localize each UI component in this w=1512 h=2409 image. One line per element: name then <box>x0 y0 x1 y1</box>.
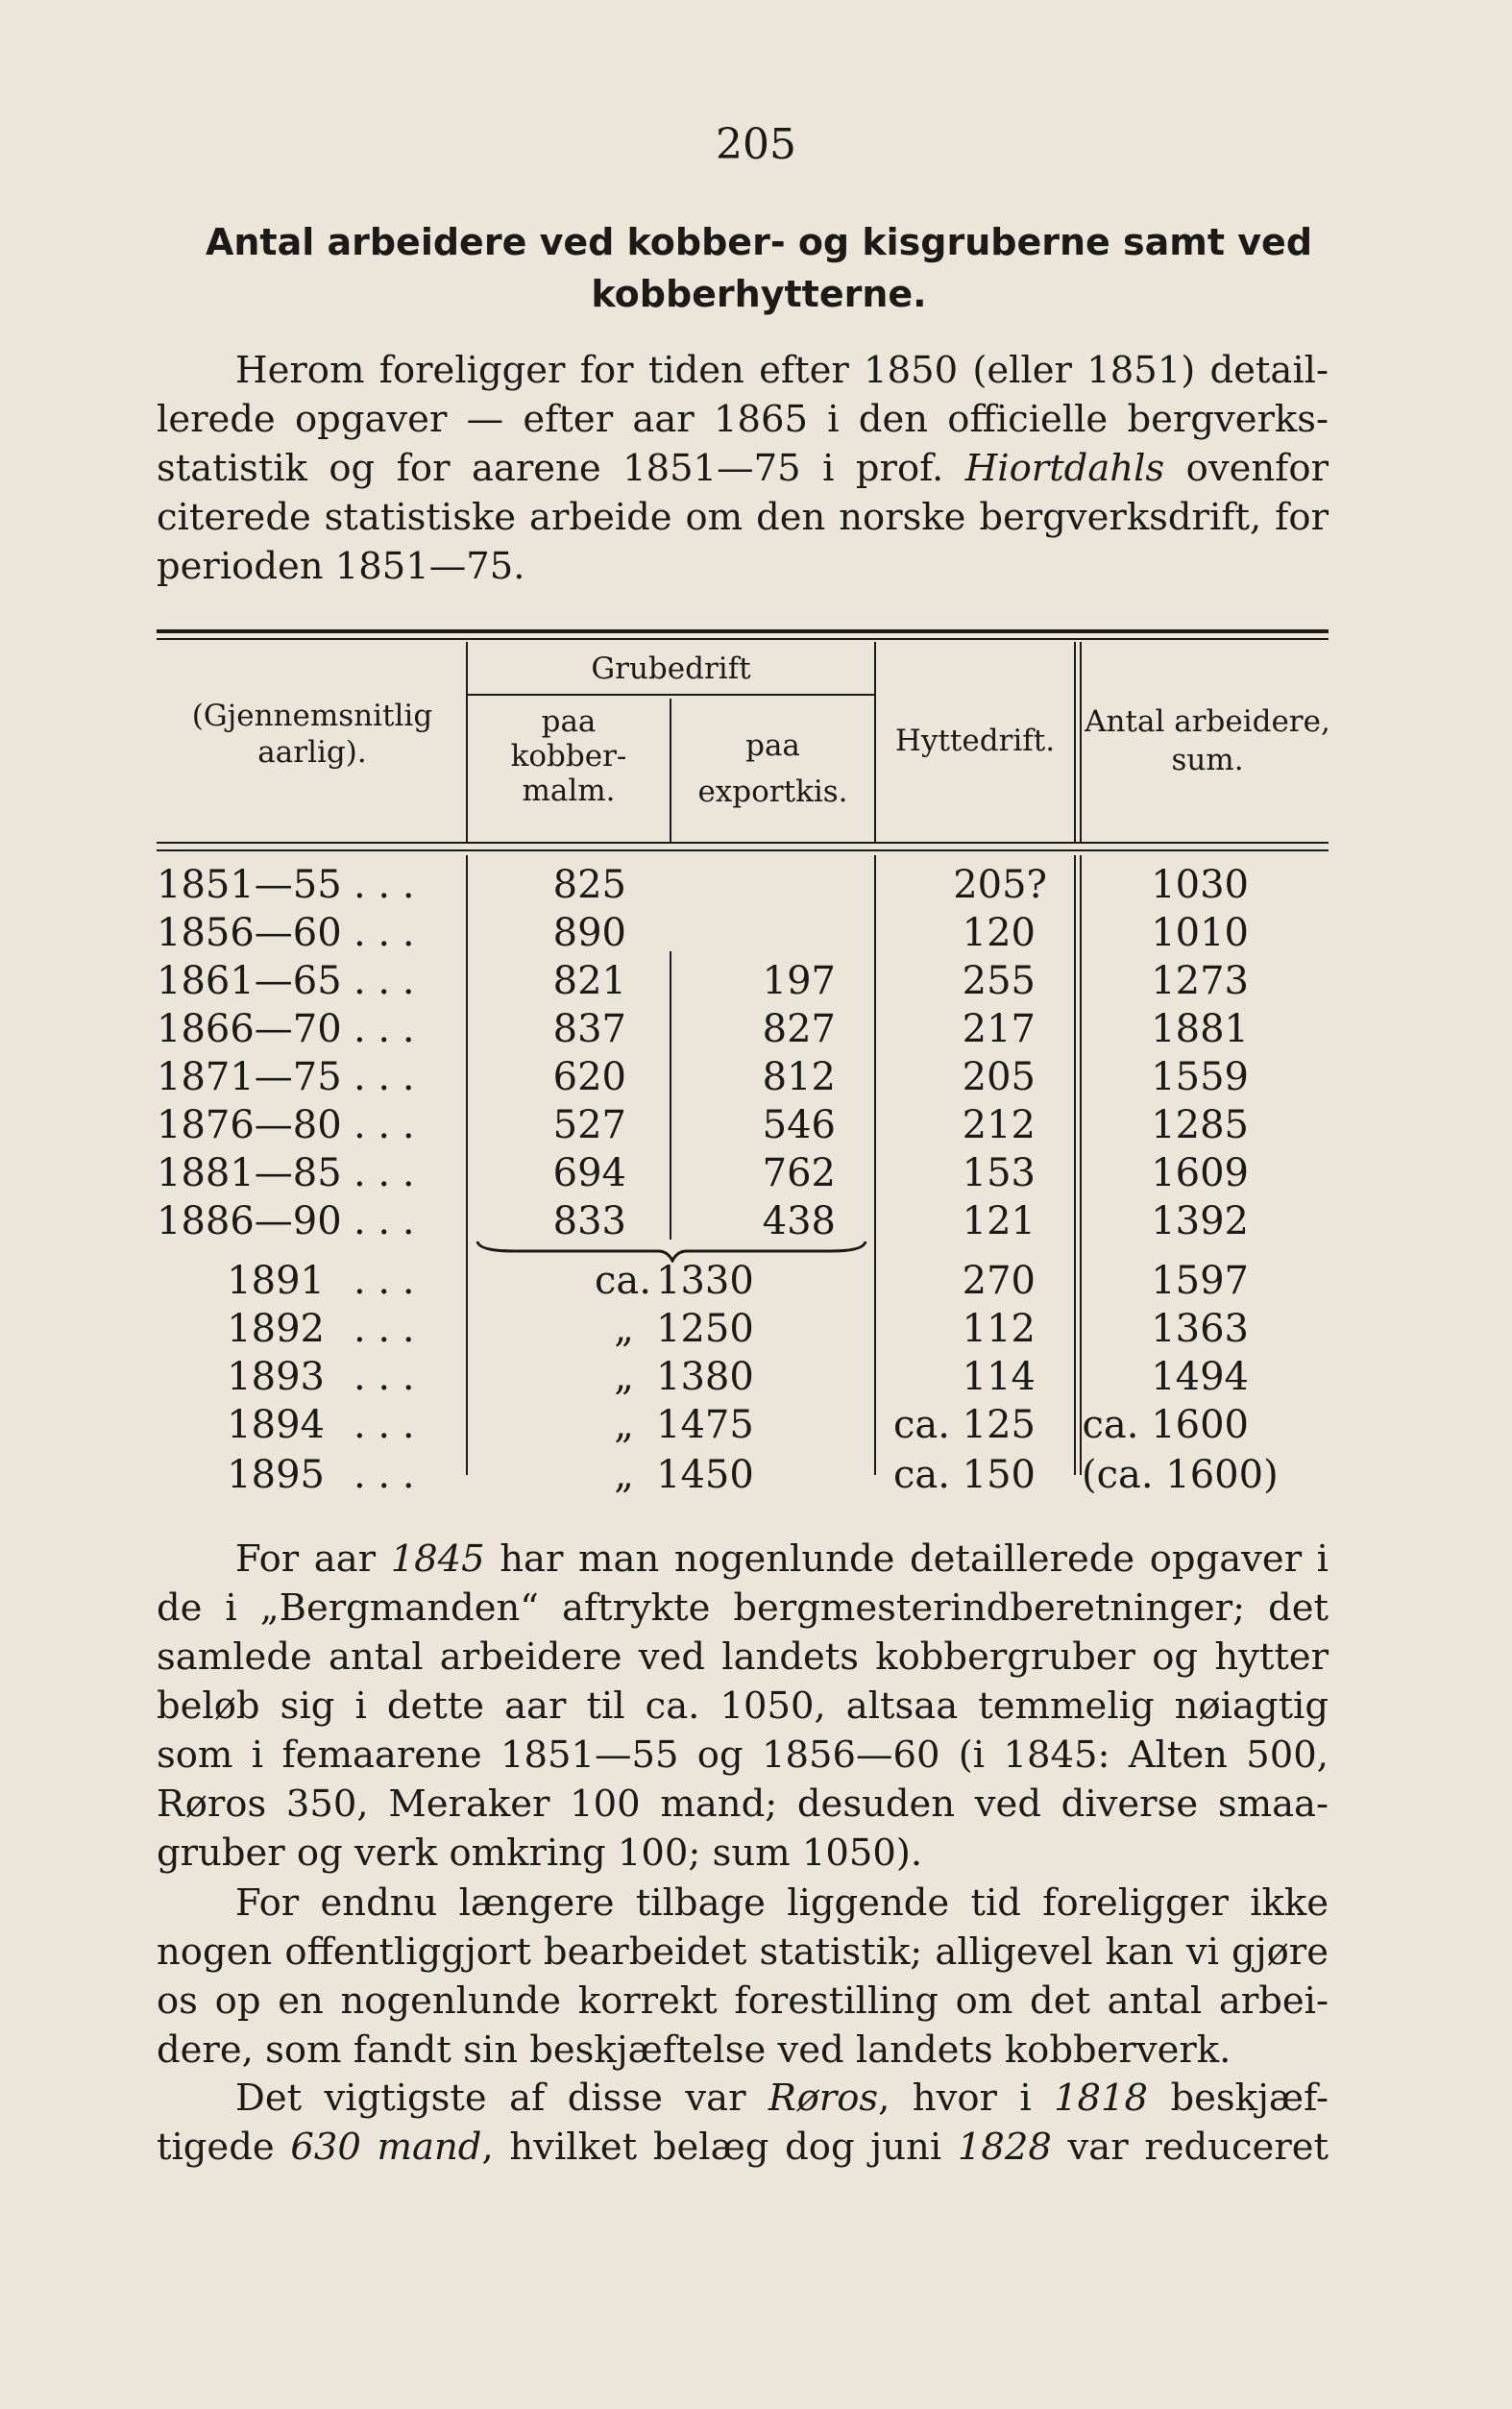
ditto-mark: „ <box>614 1355 634 1399</box>
section-heading <box>154 216 1364 320</box>
text-line <box>157 2123 1329 2172</box>
table-top-rule-thin <box>157 638 1329 640</box>
text-line: citerede statistiske arbeide om den norske bergverksdrift, for <box>157 496 1329 539</box>
table-row <box>0 1451 1512 1499</box>
grubedrift-total-cell: 1330 <box>656 1259 754 1303</box>
sum-cell: (ca. 1600) <box>1082 1453 1279 1497</box>
kobbermalm-cell: 890 <box>552 911 626 955</box>
period-cell: 1876—80 <box>157 1103 342 1147</box>
hyttedrift-cell: 205 <box>962 1055 1036 1099</box>
text-line: perioden 1851—75. <box>157 545 525 588</box>
count-emphasis: 630 mand <box>290 2126 482 2169</box>
text-line: gruber og verk omkring 100; sum 1050). <box>157 1831 923 1875</box>
year-cell: 1894 <box>227 1403 325 1447</box>
heading-line-2: kobberhytterne. <box>591 273 927 315</box>
sum-cell: 1881 <box>1151 1007 1249 1051</box>
header-sum <box>1082 702 1333 779</box>
table-top-rule <box>157 629 1329 633</box>
header-rule <box>157 842 1329 844</box>
ditto-mark: „ <box>614 1307 634 1351</box>
leader-dots: . . . <box>354 1403 415 1447</box>
text-segment: statistik og for aarene 1851—75 i prof. <box>157 447 965 490</box>
header-text: paa <box>541 704 597 739</box>
year-cell: 1895 <box>227 1453 325 1497</box>
sum-cell: 1273 <box>1151 959 1249 1003</box>
header-exportkis <box>671 723 874 815</box>
sum-cell: 1494 <box>1151 1355 1249 1399</box>
heading-line-1: Antal arbeidere ved kobber- og kisgruberne samt ved <box>205 221 1313 263</box>
hyttedrift-cell: ca. 125 <box>892 1403 1036 1447</box>
year-emphasis: 1828 <box>957 2126 1052 2169</box>
text-line: lerede opgaver — efter aar 1865 i den officielle bergverks- <box>157 398 1329 441</box>
text-segment: ovenfor <box>1164 447 1329 490</box>
exportkis-cell: 827 <box>762 1007 836 1051</box>
leader-dots: . . . <box>354 863 415 907</box>
header-text: kobber- <box>510 739 627 774</box>
header-grubedrift: Grubedrift <box>591 651 751 686</box>
exportkis-cell: 762 <box>762 1151 836 1195</box>
table-row <box>0 909 1512 957</box>
text-line: beløb sig i dette aar til ca. 1050, altsaa temmelig nøiagtig <box>157 1684 1329 1728</box>
table-row <box>0 1401 1512 1449</box>
grubedrift-total-cell: 1450 <box>656 1453 754 1497</box>
sum-cell: ca. 1600 <box>1082 1403 1249 1447</box>
grubedrift-total-cell: 1250 <box>656 1307 754 1351</box>
place-emphasis: Røros <box>768 2077 879 2120</box>
table-row <box>0 1353 1512 1401</box>
table-row <box>0 1149 1512 1197</box>
table-row <box>0 1257 1512 1305</box>
exportkis-cell: 812 <box>762 1055 836 1099</box>
sum-cell: 1392 <box>1151 1199 1249 1243</box>
table-row <box>0 1053 1512 1101</box>
text-segment: , hvor i <box>878 2077 1055 2120</box>
text-line: samlede antal arbeidere ved landets kobbergruber og hytter <box>157 1635 1329 1679</box>
exportkis-cell: 438 <box>762 1199 836 1243</box>
leader-dots: . . . <box>354 1259 415 1303</box>
leader-dots: . . . <box>354 1055 415 1099</box>
hyttedrift-cell: 255 <box>962 959 1036 1003</box>
kobbermalm-cell: 527 <box>552 1103 626 1147</box>
header-period <box>163 698 461 771</box>
period-cell: 1881—85 <box>157 1151 342 1195</box>
paragraph-roros <box>157 2074 1329 2172</box>
year-cell: 1892 <box>227 1307 325 1351</box>
year-cell: 1891 <box>227 1259 325 1303</box>
header-text: paa <box>745 728 800 763</box>
year-emphasis: 1845 <box>390 1537 485 1581</box>
table-row <box>0 1305 1512 1353</box>
text-line: os op en nogenlunde korrekt forestilling om det antal arbei- <box>157 1979 1329 2023</box>
ditto-mark: „ <box>614 1453 634 1497</box>
exportkis-cell: 546 <box>762 1103 836 1147</box>
text-line <box>157 1535 1329 1584</box>
leader-dots: . . . <box>354 1103 415 1147</box>
table-row <box>0 1197 1512 1245</box>
ditto-mark: „ <box>614 1403 634 1447</box>
hyttedrift-cell: 120 <box>962 911 1036 955</box>
text-line: dere, som fandt sin beskjæftelse ved landets kobberverk. <box>157 2028 1232 2072</box>
text-segment: , hvilket belæg dog juni <box>481 2126 958 2169</box>
hyttedrift-cell: 212 <box>962 1103 1036 1147</box>
text-line <box>157 2074 1329 2123</box>
kobbermalm-cell: 837 <box>552 1007 626 1051</box>
hyttedrift-cell: 217 <box>962 1007 1036 1051</box>
text-segment: tigede <box>157 2126 291 2169</box>
table-row <box>0 957 1512 1005</box>
sum-cell: 1030 <box>1151 863 1249 907</box>
text-segment: Det vigtigste af disse var <box>235 2077 768 2120</box>
text-segment: For aar <box>235 1537 391 1581</box>
table-row <box>0 861 1512 909</box>
kobbermalm-cell: 694 <box>552 1151 626 1195</box>
sum-cell: 1609 <box>1151 1151 1249 1195</box>
exportkis-cell: 197 <box>762 959 836 1003</box>
sum-cell: 1285 <box>1151 1103 1249 1147</box>
leader-dots: . . . <box>354 1453 415 1497</box>
grubedrift-rule <box>468 694 874 696</box>
sum-cell: 1597 <box>1151 1259 1249 1303</box>
text-line: Herom foreligger for tiden efter 1850 (eller 1851) detail- <box>235 349 1329 392</box>
hyttedrift-cell: 153 <box>962 1151 1036 1195</box>
text-line: som i femaarene 1851—55 og 1856—60 (i 1845: Alten 500, <box>157 1733 1329 1777</box>
text-segment: beskjæf- <box>1148 2077 1329 2120</box>
kobbermalm-cell: 825 <box>552 863 626 907</box>
header-text: aarlig). <box>257 735 367 770</box>
approx-prefix: ca. <box>595 1259 651 1303</box>
leader-dots: . . . <box>354 911 415 955</box>
hyttedrift-cell: 121 <box>962 1199 1036 1243</box>
leader-dots: . . . <box>354 1199 415 1243</box>
header-text: (Gjennemsnitlig <box>191 699 433 733</box>
sum-cell: 1559 <box>1151 1055 1249 1099</box>
period-cell: 1851—55 <box>157 863 342 907</box>
paragraph-1845 <box>157 1535 1329 1878</box>
leader-dots: . . . <box>354 1151 415 1195</box>
text-line: de i „Bergmanden“ aftrykte bergmesterindberetninger; det <box>157 1586 1329 1630</box>
kobbermalm-cell: 821 <box>552 959 626 1003</box>
sum-cell: 1363 <box>1151 1307 1249 1351</box>
header-text: sum. <box>1171 743 1244 777</box>
text-line: nogen offentliggjort bearbeidet statistik; alligevel kan vi gjøre <box>157 1930 1329 1974</box>
grubedrift-total-cell: 1380 <box>656 1355 754 1399</box>
leader-dots: . . . <box>354 1307 415 1351</box>
header-text: malm. <box>522 774 616 808</box>
kobbermalm-cell: 833 <box>552 1199 626 1243</box>
text-segment: har man nogenlunde detaillerede opgaver i <box>484 1537 1329 1581</box>
year-emphasis: 1818 <box>1054 2077 1149 2120</box>
grubedrift-total-cell: 1475 <box>656 1403 754 1447</box>
header-text: exportkis. <box>697 774 848 809</box>
year-cell: 1893 <box>227 1355 325 1399</box>
hyttedrift-cell: 270 <box>962 1259 1036 1303</box>
table-row <box>0 1101 1512 1149</box>
page-number: 205 <box>716 120 796 169</box>
hyttedrift-cell: 112 <box>962 1307 1036 1351</box>
header-hyttedrift: Hyttedrift. <box>894 724 1056 758</box>
leader-dots: . . . <box>354 1355 415 1399</box>
text-line: For endnu længere tilbage liggende tid foreligger ikke <box>235 1881 1329 1925</box>
leader-dots: . . . <box>354 959 415 1003</box>
hyttedrift-cell: ca. 150 <box>892 1453 1036 1497</box>
period-cell: 1856—60 <box>157 911 342 955</box>
period-cell: 1866—70 <box>157 1007 342 1051</box>
hyttedrift-cell: 205? <box>953 863 1047 907</box>
paragraph-earlier <box>157 1879 1329 2075</box>
kobbermalm-cell: 620 <box>552 1055 626 1099</box>
intro-paragraph <box>157 346 1329 591</box>
text-line <box>157 444 1329 493</box>
header-kobbermalm <box>468 704 670 808</box>
text-segment: var reduceret <box>1051 2126 1329 2169</box>
header-rule-2 <box>157 849 1329 851</box>
period-cell: 1886—90 <box>157 1199 342 1243</box>
author-name: Hiortdahls <box>964 447 1165 490</box>
hyttedrift-cell: 114 <box>962 1355 1036 1399</box>
leader-dots: . . . <box>354 1007 415 1051</box>
table-row <box>0 1005 1512 1053</box>
column-divider <box>1074 642 1076 844</box>
sum-cell: 1010 <box>1151 911 1249 955</box>
text-line: Røros 350, Meraker 100 mand; desuden ved diverse smaa- <box>157 1782 1329 1826</box>
period-cell: 1861—65 <box>157 959 342 1003</box>
header-text: Antal arbeidere, <box>1085 704 1330 739</box>
period-cell: 1871—75 <box>157 1055 342 1099</box>
